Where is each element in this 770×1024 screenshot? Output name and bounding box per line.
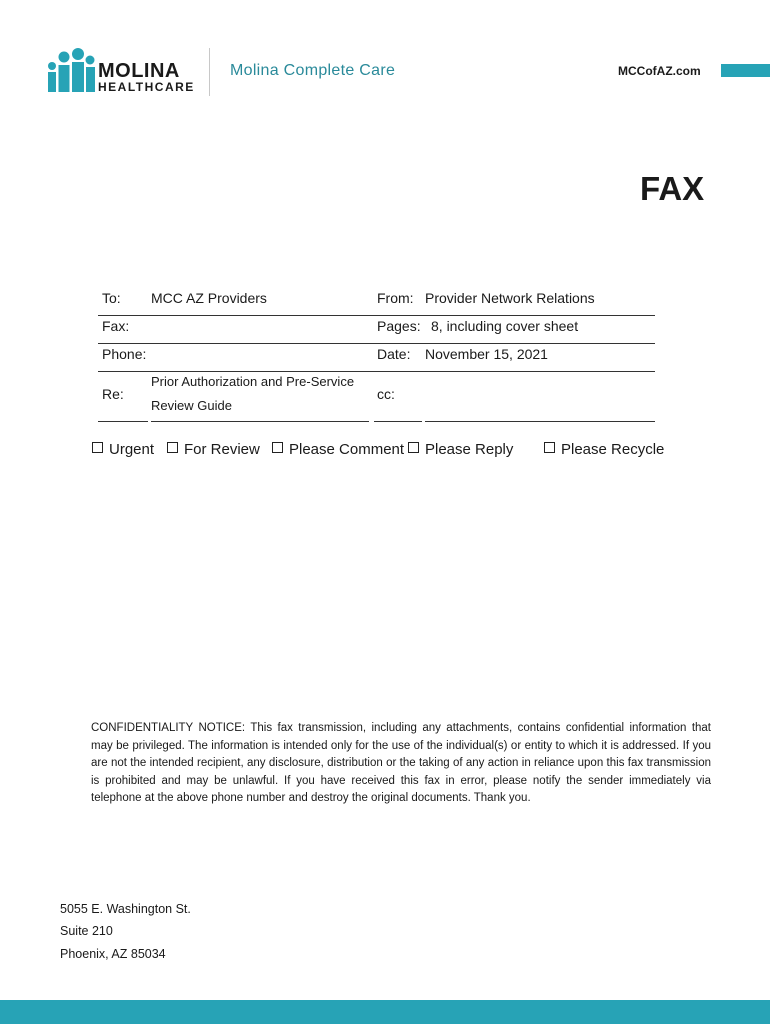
confidentiality-notice: CONFIDENTIALITY NOTICE: This fax transmission, including any attachments, contains confidential information that may be privileged. The information is intended only for the use of the individual(s) or entity to which it is addressed. If you are not the intended recipient, any disclosure, distribution or the taking of any action in reliance upon this fax transmission is prohibited and may be unlawful. If you have received this fax in error, please notify the sender immediately via telephone at the above phone number and destroy the original documents. Thank you. (91, 722, 711, 805)
molina-logo (44, 44, 214, 100)
checkbox-please-reply[interactable] (408, 441, 513, 458)
product-name: Molina Complete Care (230, 62, 396, 79)
checkbox-please-recycle[interactable] (544, 441, 664, 458)
address-line1: 5055 E. Washington St. (60, 902, 191, 916)
field-divider (151, 421, 369, 422)
pages-value: 8, including cover sheet (431, 318, 579, 334)
site-url: MCCofAZ.com (618, 64, 701, 78)
logo-subtitle: HEALTHCARE (98, 80, 195, 94)
from-label: From: (377, 290, 414, 306)
checkbox-icon[interactable] (272, 442, 283, 453)
checkbox-icon[interactable] (408, 442, 419, 453)
field-divider (98, 421, 148, 422)
date-label: Date: (377, 346, 411, 362)
logo-wordmark: MOLINA (98, 60, 180, 82)
field-divider (425, 421, 655, 422)
field-divider (98, 343, 655, 344)
to-value: MCC AZ Providers (151, 290, 267, 306)
checkbox-icon[interactable] (167, 442, 178, 453)
field-divider (98, 371, 655, 372)
checkbox-label: For Review (184, 441, 260, 458)
checkbox-icon[interactable] (92, 442, 103, 453)
field-divider (374, 421, 422, 422)
page-title: FAX (640, 170, 705, 207)
checkbox-urgent[interactable] (92, 441, 154, 458)
people-logo-icon (44, 44, 98, 100)
checkbox-for-review[interactable] (167, 441, 260, 458)
fax-label: Fax: (102, 318, 130, 334)
re-value-line2: Review Guide (151, 398, 232, 413)
checkbox-label: Please Comment (289, 441, 405, 458)
checkbox-label: Urgent (109, 441, 155, 458)
address-line2: Suite 210 (60, 924, 113, 938)
checkbox-icon[interactable] (544, 442, 555, 453)
footer-bar (0, 1000, 770, 1024)
cc-label: cc: (377, 386, 395, 402)
checkbox-label: Please Recycle (561, 441, 665, 458)
from-value: Provider Network Relations (425, 290, 595, 306)
re-value-line1: Prior Authorization and Pre-Service (151, 374, 355, 389)
address-line3: Phoenix, AZ 85034 (60, 947, 166, 961)
checkbox-label: Please Reply (425, 441, 514, 458)
date-value: November 15, 2021 (425, 346, 548, 362)
checkbox-please-comment[interactable] (272, 441, 404, 458)
header-accent-bar (721, 64, 770, 77)
re-label: Re: (102, 386, 124, 402)
field-divider (98, 315, 655, 316)
to-label: To: (102, 290, 121, 306)
phone-label: Phone: (102, 346, 147, 362)
header-divider (209, 48, 210, 96)
pages-label: Pages: (377, 318, 421, 334)
